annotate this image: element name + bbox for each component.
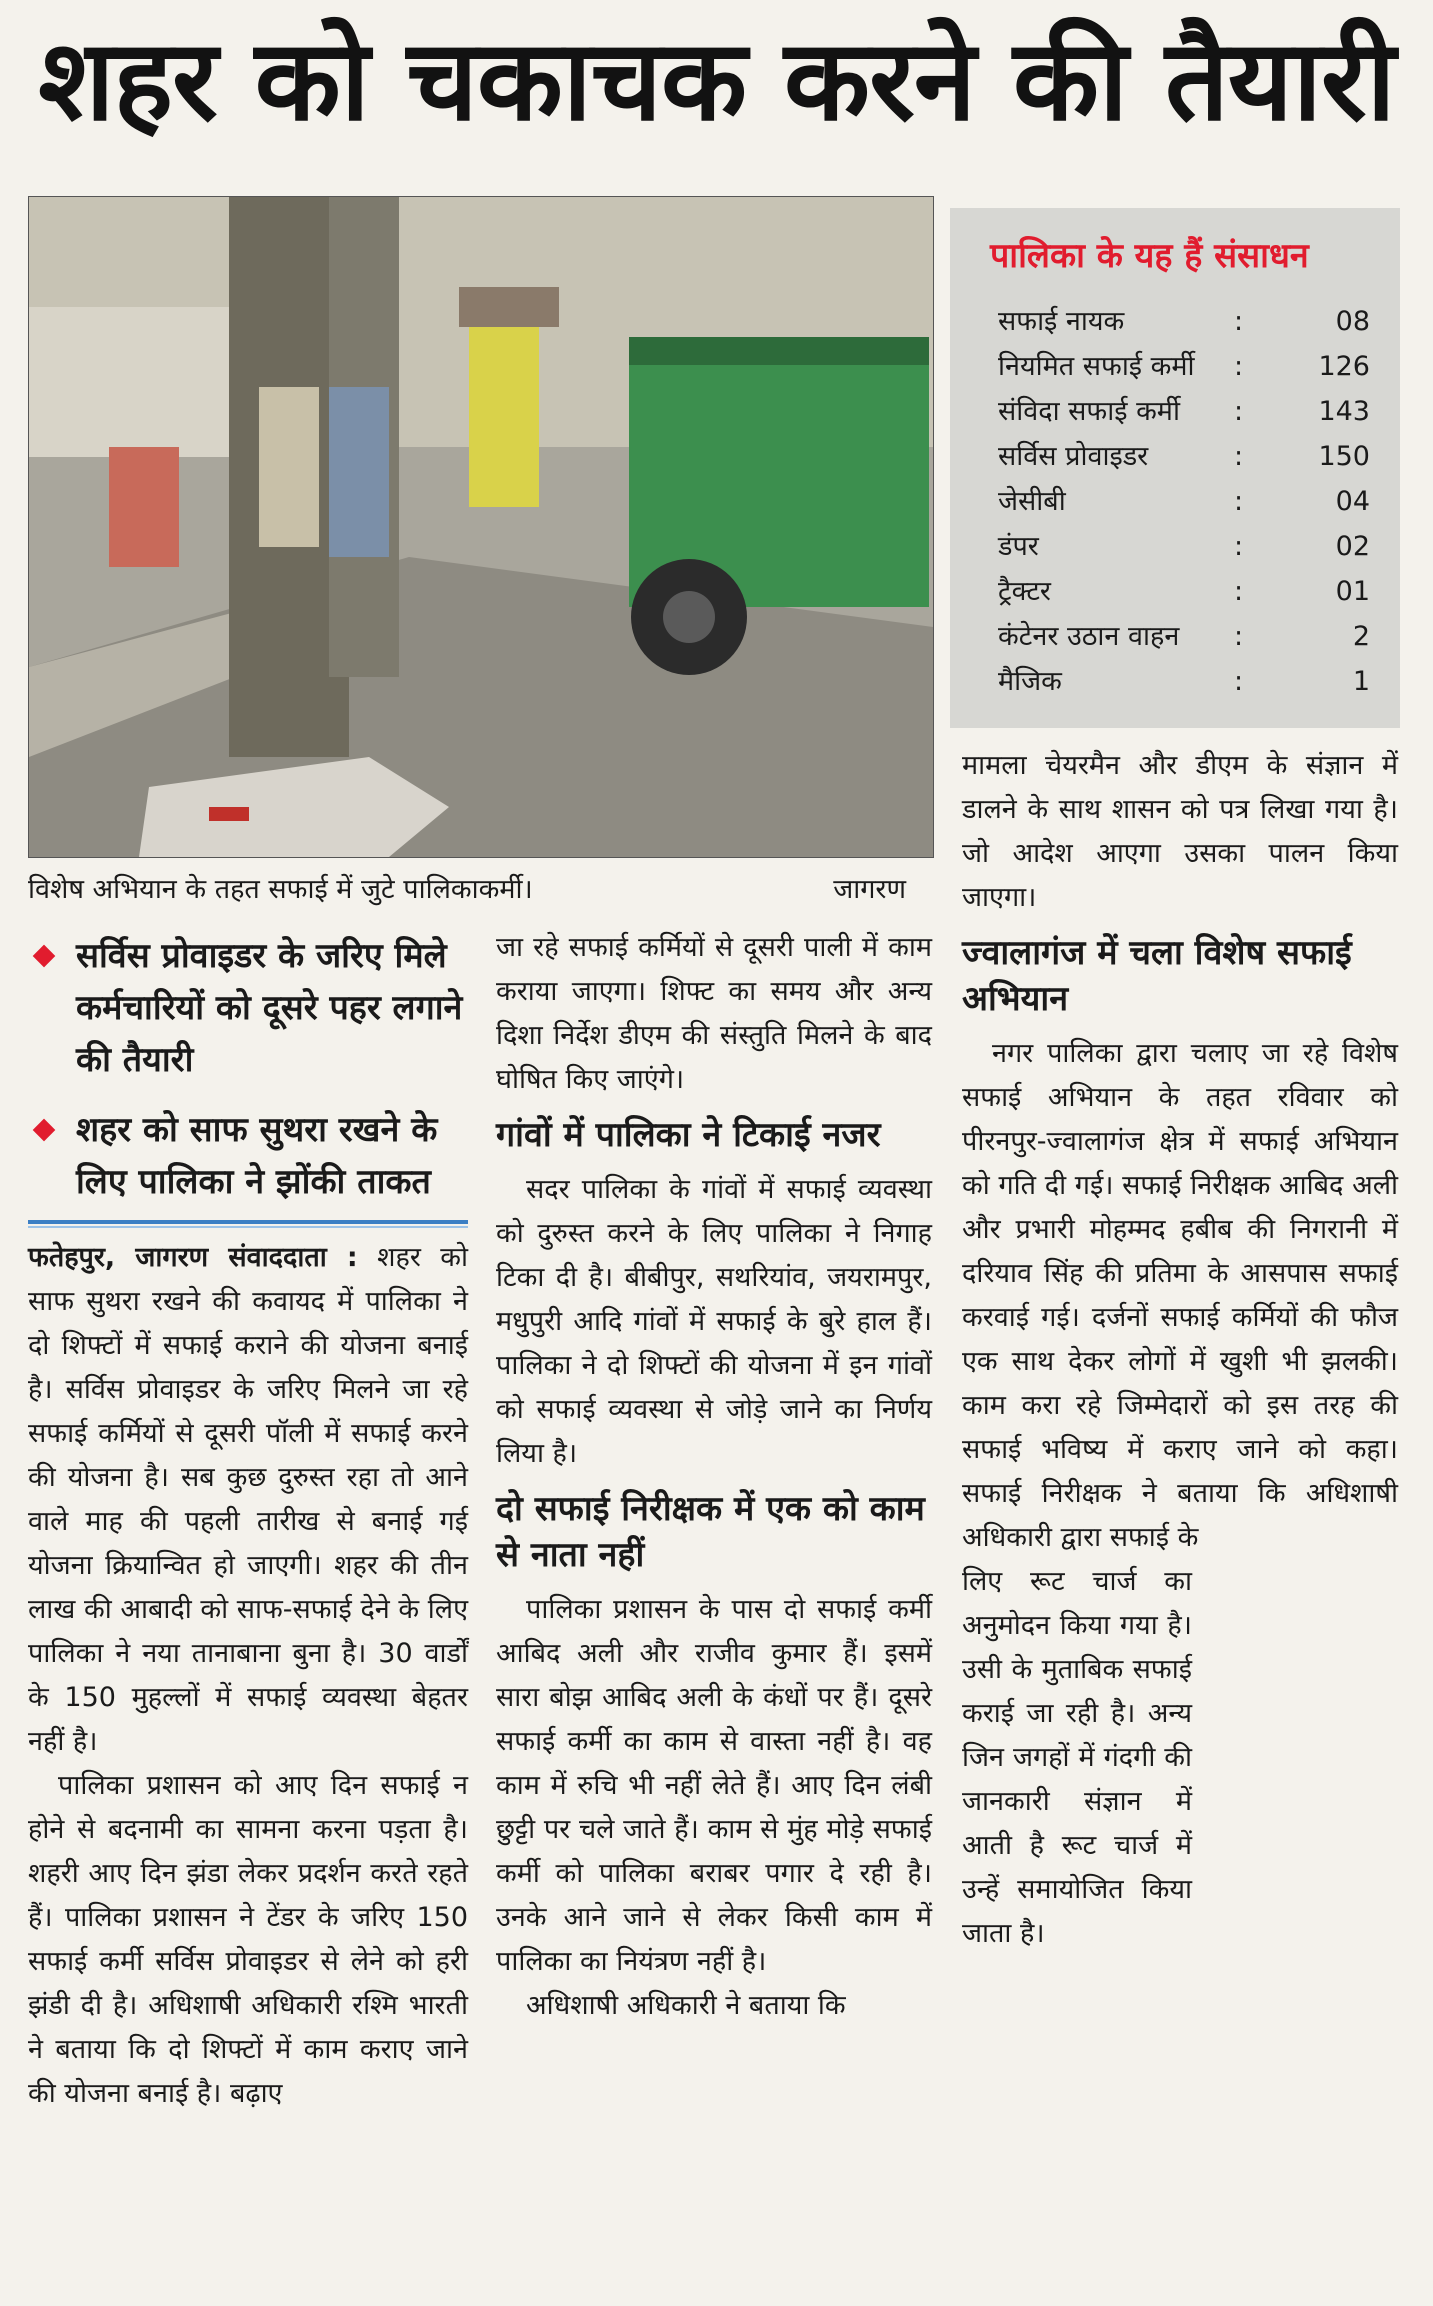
divider — [28, 1226, 468, 1228]
resource-row — [998, 345, 1378, 389]
resource-row — [998, 435, 1378, 479]
photo-credit: जागरण — [833, 874, 906, 905]
photo-caption-row — [28, 868, 932, 912]
resources-title: पालिका के यह हैं संसाधन — [990, 236, 1309, 276]
subheading: गांवों में पालिका ने टिकाई नजर — [496, 1115, 881, 1155]
photo-caption: विशेष अभियान के तहत सफाई में जुटे पालिकाकर्मी। — [28, 874, 533, 905]
resource-label: संविदा सफाई कर्मी — [998, 396, 1180, 427]
resource-colon: : — [1234, 351, 1244, 382]
resource-value: 04 — [1335, 486, 1370, 517]
resource-label: मैजिक — [998, 666, 1062, 697]
resource-colon: : — [1234, 576, 1244, 607]
resource-value: 02 — [1335, 531, 1370, 562]
resource-colon: : — [1234, 666, 1244, 697]
paragraph: सदर पालिका के गांवों में सफाई व्यवस्था को दुरुस्त करने के लिए पालिका ने निगाह टिका दी है। बीबीपुर, सथरियांव, जयरामपुर, मधुपुरी आदि गांवों में सफाई के बुरे हाल हैं। पालिका ने दो शिफ्टों की योजना में इन गांवों को सफाई व्यवस्था से जोड़े जाने का निर्णय लिया है। — [496, 1174, 932, 1469]
resource-label: सफाई नायक — [998, 306, 1125, 337]
resource-row — [998, 300, 1378, 344]
resource-value: 143 — [1318, 396, 1370, 427]
paragraph: अधिशाषी अधिकारी ने बताया कि — [526, 1990, 846, 2021]
paragraph: जा रहे सफाई कर्मियों से दूसरी पाली में काम कराया जाएगा। शिफ्ट का समय और अन्य दिशा निर्देश डीएम की संस्तुति मिलने के बाद घोषित किए जाएंगे। — [496, 932, 932, 1095]
subheading: ज्वालागंज में चला विशेष सफाई अभियान — [962, 933, 1352, 1019]
article-column-2 — [496, 926, 932, 2028]
paragraph: शहर को साफ सुथरा रखने की कवायद में पालिका ने दो शिफ्टों में सफाई कराने की योजना बनाई है। सर्विस प्रोवाइडर के जरिए मिलने जा रहे सफाई कर्मियों से दूसरी पॉली में सफाई करने की योजना है। सब कुछ दुरुस्त रहा तो आने वाले माह की पहली तारीख से बनाई गई योजना क्रियान्वित हो जाएगी। शहर की तीन लाख की आबादी को साफ-सफाई देने के लिए पालिका ने नया तानाबाना बुना है। 30 वार्डों के 150 मुहल्लों में सफाई व्यवस्था बेहतर नहीं है। — [28, 1242, 468, 1757]
highlight-item — [30, 1104, 470, 1208]
resource-colon: : — [1234, 486, 1244, 517]
highlights — [30, 930, 470, 1226]
news-photo — [28, 196, 934, 858]
resource-colon: : — [1234, 621, 1244, 652]
highlight-text: शहर को साफ सुथरा रखने के लिए पालिका ने झोंकी ताकत — [76, 1110, 438, 1202]
headline: शहर को चकाचक करने की तैयारी — [38, 16, 1395, 146]
resource-label: कंटेनर उठान वाहन — [998, 621, 1180, 652]
resource-value: 01 — [1335, 576, 1370, 607]
paragraph: पालिका प्रशासन के पास दो सफाई कर्मी आबिद अली और राजीव कुमार हैं। इसमें सारा बोझ आबिद अली के कंधों पर हैं। दूसरे सफाई कर्मी का काम से वास्ता नहीं है। वह काम में रुचि भी नहीं लेते हैं। आए दिन लंबी छुट्टी पर चले जाते हैं। काम से मुंह मोड़े सफाई कर्मी को पालिका बराबर पगार दे रही है। उनके आने जाने से लेकर किसी काम में पालिका का नियंत्रण नहीं है। — [496, 1594, 932, 1977]
dateline: फतेहपुर, जागरण संवाददाता : — [28, 1242, 358, 1273]
resource-label: जेसीबी — [998, 486, 1066, 517]
resource-row — [998, 525, 1378, 569]
resource-colon: : — [1234, 441, 1244, 472]
resource-row — [998, 390, 1378, 434]
highlight-item — [30, 930, 470, 1086]
resource-row — [998, 480, 1378, 524]
resource-value: 08 — [1335, 306, 1370, 337]
resource-label: ट्रैक्टर — [998, 576, 1051, 607]
diamond-bullet-icon — [33, 945, 56, 968]
article-column-1 — [28, 1236, 468, 2116]
paragraph: नगर पालिका द्वारा चलाए जा रहे विशेष सफाई अभियान के तहत रविवार को पीरनपुर-ज्वालागंज क्षेत्र में सफाई अभियान को गति दी गई। सफाई निरीक्षक आबिद अली और प्रभारी मोहम्मद हबीब की निगरानी में दरियाव सिंह की प्रतिमा के आसपास सफाई करवाई गई। दर्जनों सफाई कर्मियों की फौज एक साथ देकर लोगों में खुशी भी झलकी। काम करा रहे जिम्मेदारों को इस तरह की सफाई भविष्य में कराए जाने को कहा। सफाई निरीक्षक ने बताया कि अधिशाषी अधिकारी द्वारा सफाई के — [962, 1038, 1398, 1553]
resource-value: 150 — [1318, 441, 1370, 472]
subheading: दो सफाई निरीक्षक में एक को काम से नाता नहीं — [496, 1489, 925, 1575]
resource-row — [998, 660, 1378, 704]
resource-label: डंपर — [998, 531, 1039, 562]
resource-label: सर्विस प्रोवाइडर — [998, 441, 1149, 472]
paragraph: पालिका प्रशासन को आए दिन सफाई न होने से बदनामी का सामना करना पड़ता है। शहरी आए दिन झंडा लेकर प्रदर्शन करते रहते हैं। पालिका प्रशासन ने टेंडर के जरिए 150 सफाई कर्मी सर्विस प्रोवाइडर से लेने को हरी झंडी दी है। अधिशाषी अधिकारी रश्मि भारती ने बताया कि दो शिफ्टों में काम कराए जाने की योजना बनाई है। बढ़ाए — [28, 1770, 468, 2109]
paragraph: लिए रूट चार्ज का अनुमोदन किया गया है। उसी के मुताबिक सफाई कराई जा रही है। अन्य जिन जगहों में गंदगी की जानकारी संज्ञान में आती है रूट चार्ज में उन्हें समायोजित किया जाता है। — [962, 1566, 1192, 1949]
resource-value: 126 — [1318, 351, 1370, 382]
resource-row — [998, 615, 1378, 659]
diamond-bullet-icon — [33, 1119, 56, 1142]
resource-colon: : — [1234, 531, 1244, 562]
resource-value: 2 — [1352, 621, 1370, 652]
highlight-text: सर्विस प्रोवाइडर के जरिए मिले कर्मचारियों को दूसरे पहर लगाने की तैयारी — [76, 936, 463, 1080]
divider — [28, 1220, 468, 1224]
resource-row — [998, 570, 1378, 614]
resources-box — [950, 208, 1400, 728]
article-column-3 — [962, 744, 1398, 1956]
paragraph: मामला चेयरमैन और डीएम के संज्ञान में डालने के साथ शासन को पत्र लिखा गया है। जो आदेश आएगा उसका पालन किया जाएगा। — [962, 750, 1398, 913]
resource-label: नियमित सफाई कर्मी — [998, 351, 1195, 382]
resource-colon: : — [1234, 396, 1244, 427]
resource-value: 1 — [1352, 666, 1370, 697]
resource-colon: : — [1234, 306, 1244, 337]
